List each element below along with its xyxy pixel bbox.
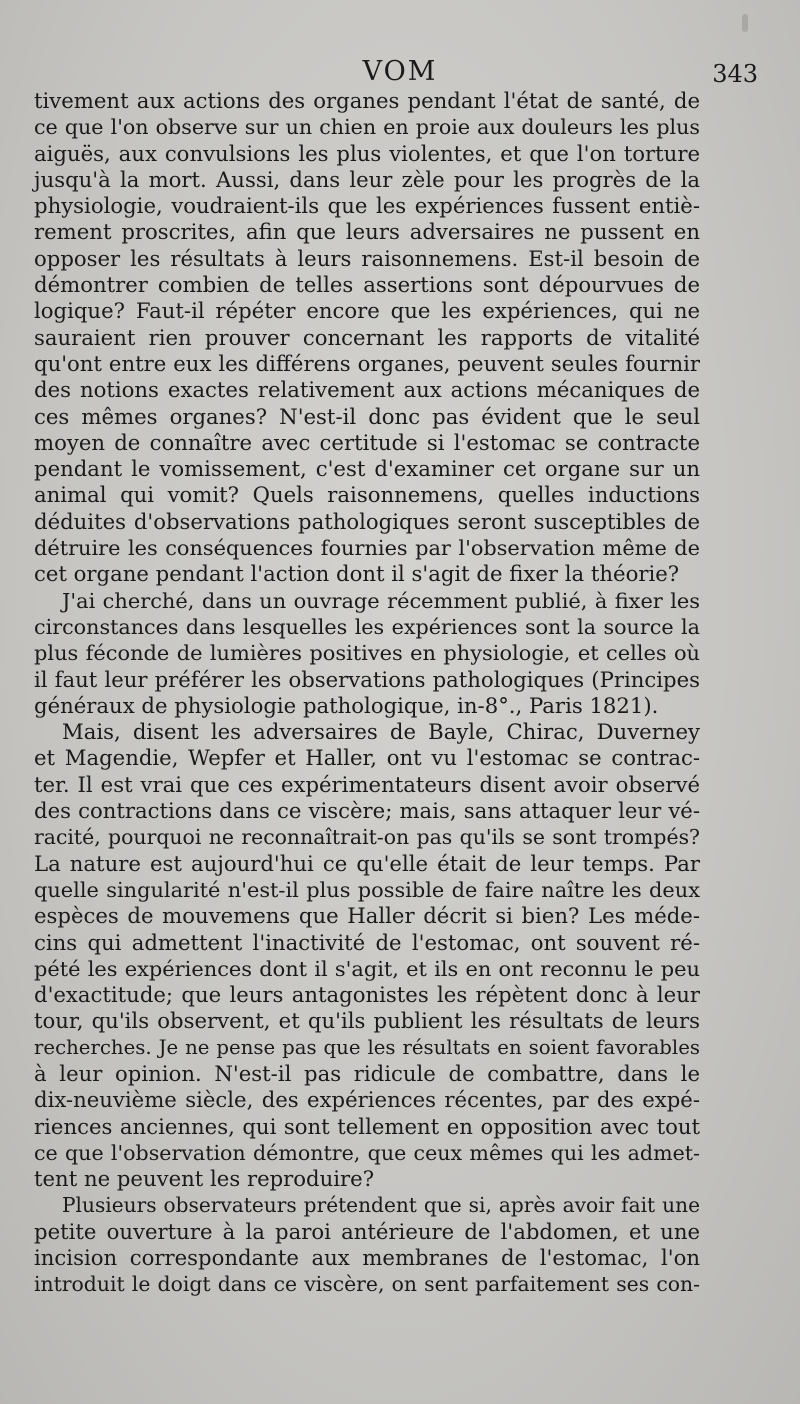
text-line: ce que l'on observe sur un chien en proie aux douleurs les plus [34, 115, 700, 140]
text-line: cet organe pendant l'action dont il s'agit de fixer la théorie? [34, 561, 680, 587]
text-line: moyen de connaître avec certitude si l'estomac se contracte [34, 429, 700, 455]
text-line: riences anciennes, qui sont tellement en opposition avec tout [34, 1113, 700, 1139]
text-line: Mais, disent les adversaires de Bayle, Chirac, Duverney [62, 719, 700, 745]
text-line: ce que l'observation démontre, que ceux mêmes qui les admet- [34, 1140, 700, 1165]
text-line: jusqu'à la mort. Aussi, dans leur zèle pour les progrès de la [34, 166, 700, 192]
paragraph-4 [34, 1192, 700, 1297]
text-line: des contractions dans ce viscère; mais, sans attaquer leur vé- [34, 798, 700, 824]
text-line: introduit le doigt dans ce viscère, on sent parfaitement ses con- [34, 1272, 700, 1297]
text-line: pété les expériences dont il s'agit, et ils en ont reconnu le peu [34, 956, 700, 981]
text-line: quelle singularité n'est-il plus possible de faire naître les deux [34, 877, 700, 902]
text-line: tivement aux actions des organes pendant l'état de santé, de [34, 88, 700, 113]
paragraph-3 [34, 719, 700, 1192]
text-line: détruire les conséquences fournies par l'observation même de [34, 536, 700, 561]
text-line: recherches. Je ne pense pas que les résultats en soient favorables [34, 1035, 700, 1059]
paragraph-2 [34, 588, 700, 719]
text-line: incision correspondante aux membranes de l'estomac, l'on [34, 1245, 700, 1271]
text-line: logique? Faut-il répéter encore que les expériences, qui ne [34, 298, 700, 324]
text-line: espèces de mouvemens que Haller décrit si bien? Les méde- [34, 903, 700, 929]
text-line: Plusieurs observateurs prétendent que si, après avoir fait une [62, 1193, 700, 1218]
text-line: J'ai cherché, dans un ouvrage récemment publié, à fixer les [62, 588, 700, 613]
text-line: opposer les résultats à leurs raisonnemens. Est-il besoin de [34, 245, 700, 271]
text-line: et Magendie, Wepfer et Haller, ont vu l'estomac se contrac- [34, 745, 700, 771]
text-line: tent ne peuvent les reproduire? [34, 1166, 375, 1192]
text-line: à leur opinion. N'est-il pas ridicule de combattre, dans le [34, 1060, 700, 1086]
text-line: physiologie, voudraient-ils que les expériences fussent entiè- [34, 193, 700, 219]
paragraph-1 [34, 88, 700, 588]
text-line: sauraient rien prouver concernant les rapports de vitalité [34, 324, 700, 350]
text-line: rement proscrites, afin que leurs adversaires ne pussent en [34, 219, 700, 245]
text-line: dix-neuvième siècle, des expériences récentes, par des expé- [34, 1087, 700, 1113]
text-line: La nature est aujourd'hui ce qu'elle était de leur temps. Par [34, 850, 700, 876]
text-line: plus féconde de lumières positives en physiologie, et celles où [34, 641, 700, 666]
page-smudge [742, 14, 748, 32]
running-head: VOM [362, 56, 438, 87]
text-line: circonstances dans lesquelles les expériences sont la source la [34, 614, 700, 639]
text-line: pendant le vomissement, c'est d'examiner cet organe sur un [34, 456, 700, 482]
text-line: déduites d'observations pathologiques seront susceptibles de [34, 508, 700, 534]
text-line: ter. Il est vrai que ces expérimentateurs disent avoir observé [34, 771, 700, 797]
text-line: animal qui vomit? Quels raisonnemens, quelles inductions [34, 482, 700, 508]
body-text [34, 88, 700, 1298]
text-line: des notions exactes relativement aux actions mécaniques de [34, 377, 700, 403]
text-line: ces mêmes organes? N'est-il donc pas évident que le seul [34, 403, 700, 429]
text-line: cins qui admettent l'inactivité de l'estomac, ont souvent ré- [34, 929, 700, 955]
page-number: 343 [712, 60, 758, 88]
text-line: aiguës, aux convulsions les plus violentes, et que l'on torture [34, 140, 700, 166]
text-line: généraux de physiologie pathologique, in-8°., Paris 1821). [34, 692, 659, 718]
text-line: il faut leur préférer les observations pathologiques (Principes [34, 666, 700, 692]
text-line: qu'ont entre eux les différens organes, peuvent seules fournir [34, 350, 700, 376]
text-line: tour, qu'ils observent, et qu'ils publient les résultats de leurs [34, 1008, 700, 1034]
text-line: d'exactitude; que leurs antagonistes les répètent donc à leur [34, 982, 700, 1008]
text-line: racité, pourquoi ne reconnaîtrait-on pas qu'ils se sont trompés? [34, 825, 700, 850]
text-line: petite ouverture à la paroi antérieure de l'abdomen, et une [34, 1218, 700, 1244]
text-line: démontrer combien de telles assertions sont dépourvues de [34, 272, 700, 298]
